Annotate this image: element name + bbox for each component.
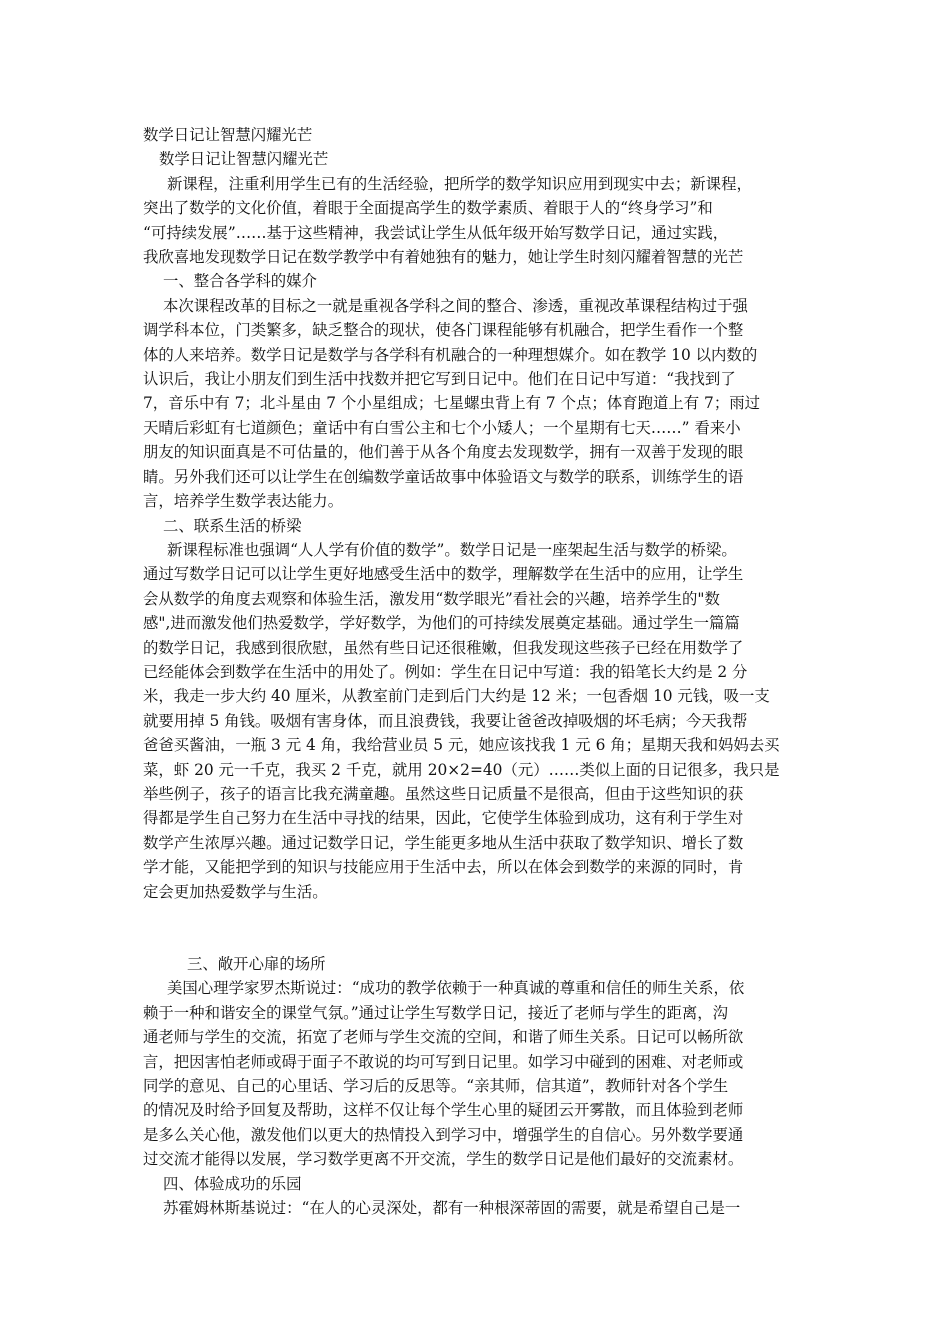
paragraph-line: 言，把因害怕老师或碍于面子不敢说的均可写到日记里。如学习中碰到的困难、对老师或	[143, 1052, 744, 1071]
section-heading: 一、整合各学科的媒介	[163, 272, 317, 291]
paragraph-line: 我欣喜地发现数学日记在数学教学中有着她独有的魅力，她让学生时刻闪耀着智慧的光芒	[143, 248, 744, 267]
paragraph-line: 爸爸买酱油，一瓶 3 元 4 角，我给营业员 5 元，她应该找我 1 元 6 角；星期天我和妈妈去买	[143, 736, 780, 755]
paragraph-line: 体的人来培养。数学日记是数学与各学科有机融合的一种理想媒介。如在教学 10 以内数的	[143, 345, 758, 364]
section-heading: 四、体验成功的乐园	[163, 1174, 302, 1193]
paragraph-line: 的情况及时给予回复及帮助，这样不仅让每个学生心里的疑团云开雾散，而且体验到老师	[143, 1101, 744, 1120]
paragraph-line: 得都是学生自己努力在生活中寻找的结果，因此，它使学生体验到成功，这有利于学生对	[143, 809, 744, 828]
paragraph-line: 同学的意见、自己的心里话、学习后的反思等。“亲其师，信其道”，教师针对各个学生	[143, 1077, 729, 1096]
paragraph-line: 是多么关心他，激发他们以更大的热情投入到学习中，增强学生的自信心。另外数学要通	[143, 1125, 744, 1144]
blank-space	[143, 904, 807, 952]
paragraph-line: 数学产生浓厚兴趣。通过记数学日记，学生能更多地从生活中获取了数学知识、增长了数	[143, 833, 744, 852]
paragraph-line: 赖于一种和谐安全的课堂气氛。”通过让学生写数学日记，接近了老师与学生的距离，沟	[143, 1003, 729, 1022]
document-title: 数学日记让智慧闪耀光芒	[159, 150, 329, 169]
paragraph-line: 的数学日记，我感到很欣慰，虽然有些日记还很稚嫩，但我发现这些孩子已经在用数学了	[143, 638, 744, 657]
document-page	[143, 123, 807, 1220]
paragraph-line: 新课程标准也强调“人人学有价值的数学”。数学日记是一座架起生活与数学的桥梁。	[167, 540, 737, 559]
paragraph-line: 会从数学的角度去观察和体验生活，激发用“数学眼光”看社会的兴趣，培养学生的"数	[143, 589, 720, 608]
paragraph-line: 感",进而激发他们热爱数学，学好数学，为他们的可持续发展奠定基础。通过学生一篇篇	[143, 614, 740, 633]
paragraph-line: 睛。另外我们还可以让学生在创编数学童话故事中体验语文与数学的联系，训练学生的语	[143, 467, 744, 486]
paragraph-line: 调学科本位，门类繁多，缺乏整合的现状，使各门课程能够有机融合，把学生看作一个整	[143, 321, 744, 340]
paragraph-line: “可持续发展”……基于这些精神，我尝试让学生从低年级开始写数学日记，通过实践，	[143, 223, 729, 242]
paragraph-line: 定会更加热爱数学与生活。	[143, 882, 328, 901]
paragraph-line: 朋友的知识面真是不可估量的，他们善于从各个角度去发现数学，拥有一双善于发现的眼	[143, 443, 744, 462]
paragraph-line: 通过写数学日记可以让学生更好地感受生活中的数学，理解数学在生活中的应用，让学生	[143, 565, 744, 584]
paragraph-line: 本次课程改革的目标之一就是重视各学科之间的整合、渗透，重视改革课程结构过于强	[163, 296, 748, 315]
paragraph-line: 突出了数学的文化价值，着眼于全面提高学生的数学素质、着眼于人的“终身学习”和	[143, 199, 713, 218]
paragraph-line: 通老师与学生的交流，拓宽了老师与学生交流的空间，和谐了师生关系。日记可以畅所欲	[143, 1028, 744, 1047]
paragraph-line: 言，培养学生数学表达能力。	[143, 492, 344, 511]
section-heading: 三、敞开心扉的场所	[187, 955, 326, 973]
paragraph-line: 新课程，注重利用学生已有的生活经验，把所学的数学知识应用到现实中去；新课程，	[167, 174, 752, 193]
paragraph-line: 天晴后彩虹有七道颜色；童话中有白雪公主和七个小矮人；一个星期有七天……” 看来小	[143, 418, 741, 437]
paragraph-line: 已经能体会到数学在生活中的用处了。例如：学生在日记中写道：我的铅笔长大约是 2 分	[143, 662, 748, 681]
section-heading: 二、联系生活的桥梁	[163, 516, 302, 535]
paragraph-line: 过交流才能得以发展，学习数学更离不开交流，学生的数学日记是他们最好的交流素材。	[143, 1150, 744, 1169]
paragraph-line: 美国心理学家罗杰斯说过：“成功的教学依赖于一种真诚的尊重和信任的师生关系，依	[167, 979, 745, 998]
paragraph-line: 认识后，我让小朋友们到生活中找数并把它写到日记中。他们在日记中写道：“我找到了	[143, 370, 736, 389]
document-header: 数学日记让智慧闪耀光芒	[143, 126, 313, 144]
paragraph-line: 举些例子，孩子的语言比我充满童趣。虽然这些日记质量不是很高，但由于这些知识的获	[143, 784, 744, 803]
paragraph-line: 菜，虾 20 元一千克，我买 2 千克，就用 20×2=40（元）……类似上面的日记很多，我只是	[143, 760, 780, 779]
paragraph-line: 苏霍姆林斯基说过：“在人的心灵深处，都有一种根深蒂固的需要，就是希望自己是一	[163, 1199, 741, 1218]
paragraph-line: 学才能，又能把学到的知识与技能应用于生活中去，所以在体会到数学的来源的同时，肯	[143, 858, 744, 877]
paragraph-line: 7，音乐中有 7；北斗星由 7 个小星组成；七星螺虫背上有 7 个点；体育跑道上有 7；雨过	[143, 394, 760, 413]
paragraph-line: 就要用掉 5 角钱。吸烟有害身体，而且浪费钱，我要让爸爸改掉吸烟的坏毛病；今天我帮	[143, 711, 748, 730]
paragraph-line: 米，我走一步大约 40 厘米，从教室前门走到后门大约是 12 米；一包香烟 10 元钱，吸一支	[143, 687, 770, 706]
